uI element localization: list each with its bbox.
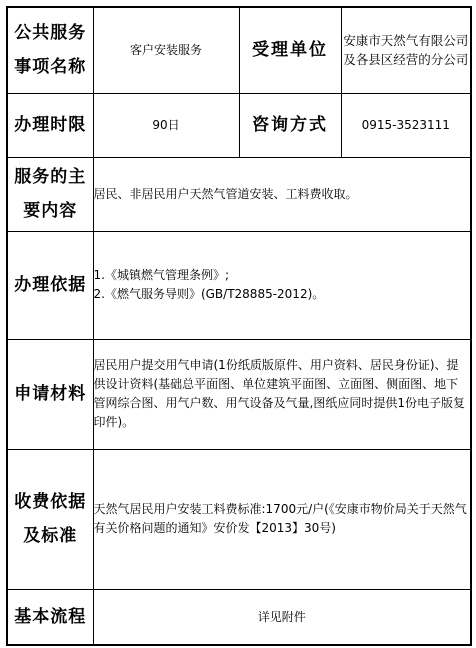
service-name-label-line-2: 事项名称 — [14, 57, 87, 78]
contact-method-value: 0915-3523111 — [341, 93, 471, 157]
basic-process-value: 详见附件 — [93, 589, 471, 645]
service-info-table — [6, 6, 472, 646]
fee-basis-value: 天然气居民用户安装工料费标准:1700元/户(《安康市物价局关于天然气有关价格问题的通知》安价发【2013】30号) — [93, 449, 471, 589]
legal-basis-label: 办理依据 — [7, 231, 93, 339]
table-row — [7, 449, 471, 589]
contact-method-label: 咨询方式 — [239, 93, 341, 157]
service-name-label-cell — [7, 7, 93, 93]
service-info-sheet — [6, 6, 470, 644]
table-row — [7, 339, 471, 449]
accepting-unit-label: 受理单位 — [239, 7, 341, 93]
application-materials-label: 申请材料 — [7, 339, 93, 449]
table-row — [7, 7, 471, 93]
table-row — [7, 93, 471, 157]
fee-basis-label-line-1: 收费依据 — [14, 492, 87, 512]
table-row — [7, 589, 471, 645]
processing-time-label: 办理时限 — [7, 93, 93, 157]
legal-basis-value — [93, 231, 471, 339]
main-content-label-cell — [7, 157, 93, 231]
application-materials-value: 居民用户提交用气申请(1份纸质版原件、用户资料、居民身份证)、提供设计资料(基础总平面图、单位建筑平面图、立面图、侧面图、地下管网综合图、用气户数、用气设备及气量,图纸应同时提供1份电子版复印件)。 — [93, 339, 471, 449]
accepting-unit-value: 安康市天然气有限公司及各县区经营的分公司 — [341, 7, 471, 93]
legal-basis-item: 2.《燃气服务导则》(GB/T28885-2012)。 — [93, 287, 325, 301]
table-row — [7, 157, 471, 231]
processing-time-value: 90日 — [93, 93, 239, 157]
main-content-label-line-2: 要内容 — [23, 201, 78, 221]
fee-basis-label-cell — [7, 449, 93, 589]
fee-basis-label-line-2: 及标准 — [23, 526, 78, 546]
main-content-label-line-1: 服务的主 — [14, 167, 87, 187]
main-content-value: 居民、非居民用户天然气管道安装、工料费收取。 — [93, 157, 471, 231]
legal-basis-item: 1.《城镇燃气管理条例》; — [93, 268, 229, 282]
basic-process-label: 基本流程 — [7, 589, 93, 645]
table-row — [7, 231, 471, 339]
service-name-value: 客户安装服务 — [93, 7, 239, 93]
service-name-label-line-1: 公共服务 — [14, 23, 87, 44]
